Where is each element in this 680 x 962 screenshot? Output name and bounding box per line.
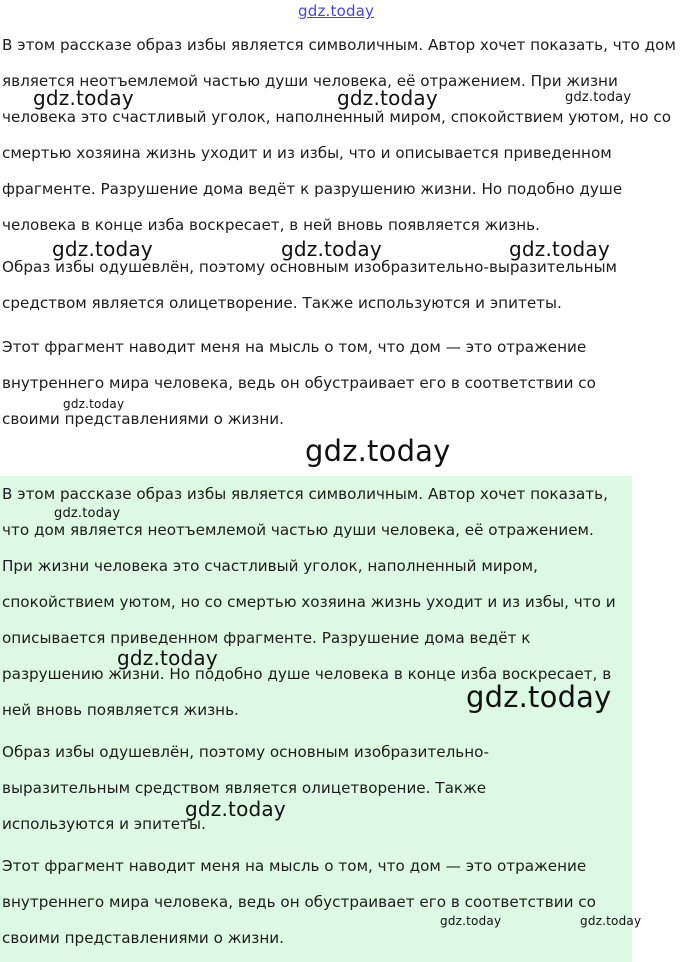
watermark: gdz.today [117, 646, 218, 670]
watermark: gdz.today [305, 434, 451, 468]
site-logo-link[interactable]: gdz.today [298, 2, 375, 20]
watermark: gdz.today [509, 237, 610, 261]
paragraph-personification: Образ избы одушевлён, поэтому основным изобразительно-выразительным средством является олицетворение. Также используются и эпитеты. [2, 743, 489, 833]
answer-text-block [0, 27, 680, 437]
watermark: gdz.today [466, 680, 612, 714]
watermark: gdz.today [54, 506, 121, 521]
paragraph-personification: Образ избы одушевлён, поэтому основным изобразительно-выразительным средством является олицетворение. Также используются и эпитеты. [2, 258, 618, 312]
paragraph-reflection: Этот фрагмент наводит меня на мысль о том, что дом — это отражение внутреннего мира человека, ведь он обустраивает его в соответствии со своими представлениями о жизни. [2, 338, 596, 428]
watermark: gdz.today [52, 237, 153, 261]
watermark: gdz.today [63, 397, 125, 411]
paragraph-reflection: Этот фрагмент наводит меня на мысль о том, что дом — это отражение внутреннего мира человека, ведь он обустраивает его в соответствии со своими представлениями о жизни. [2, 857, 596, 947]
highlighted-answer-block [0, 476, 632, 962]
watermark: gdz.today [337, 86, 438, 110]
watermark: gdz.today [565, 90, 632, 105]
watermark: gdz.today [281, 237, 382, 261]
paragraph-symbolism: В этом рассказе образ избы является символичным. Автор хочет показать, что дом является неотъемлемой частью души человека, её отражением. При жизни человека это счастливый уголок, наполненный миром, спокойствием уютом, но со смертью хозяина жизнь уходит и из избы, что и описывается приведенном фрагменте. Разрушение дома ведёт к разрушению жизни. Но подобно душе человека в конце изба воскресает, в ней вновь появляется жизнь. [2, 36, 676, 234]
watermark: gdz.today [440, 914, 502, 928]
paragraph-symbolism: В этом рассказе образ избы является символичным. Автор хочет показать, что дом является неотъемлемой частью души человека, её отражением. При жизни человека это счастливый уголок, наполненный миром, спокойствием уютом, но со смертью хозяина жизнь уходит и из избы, что и описывается приведенном фрагменте. Разрушение дома ведёт к разрушению жизни. Но подобно душе человека в конце изба воскресает, в ней вновь появляется жизнь. [2, 485, 616, 719]
watermark: gdz.today [33, 86, 134, 110]
watermark: gdz.today [580, 914, 642, 928]
watermark: gdz.today [185, 797, 286, 821]
